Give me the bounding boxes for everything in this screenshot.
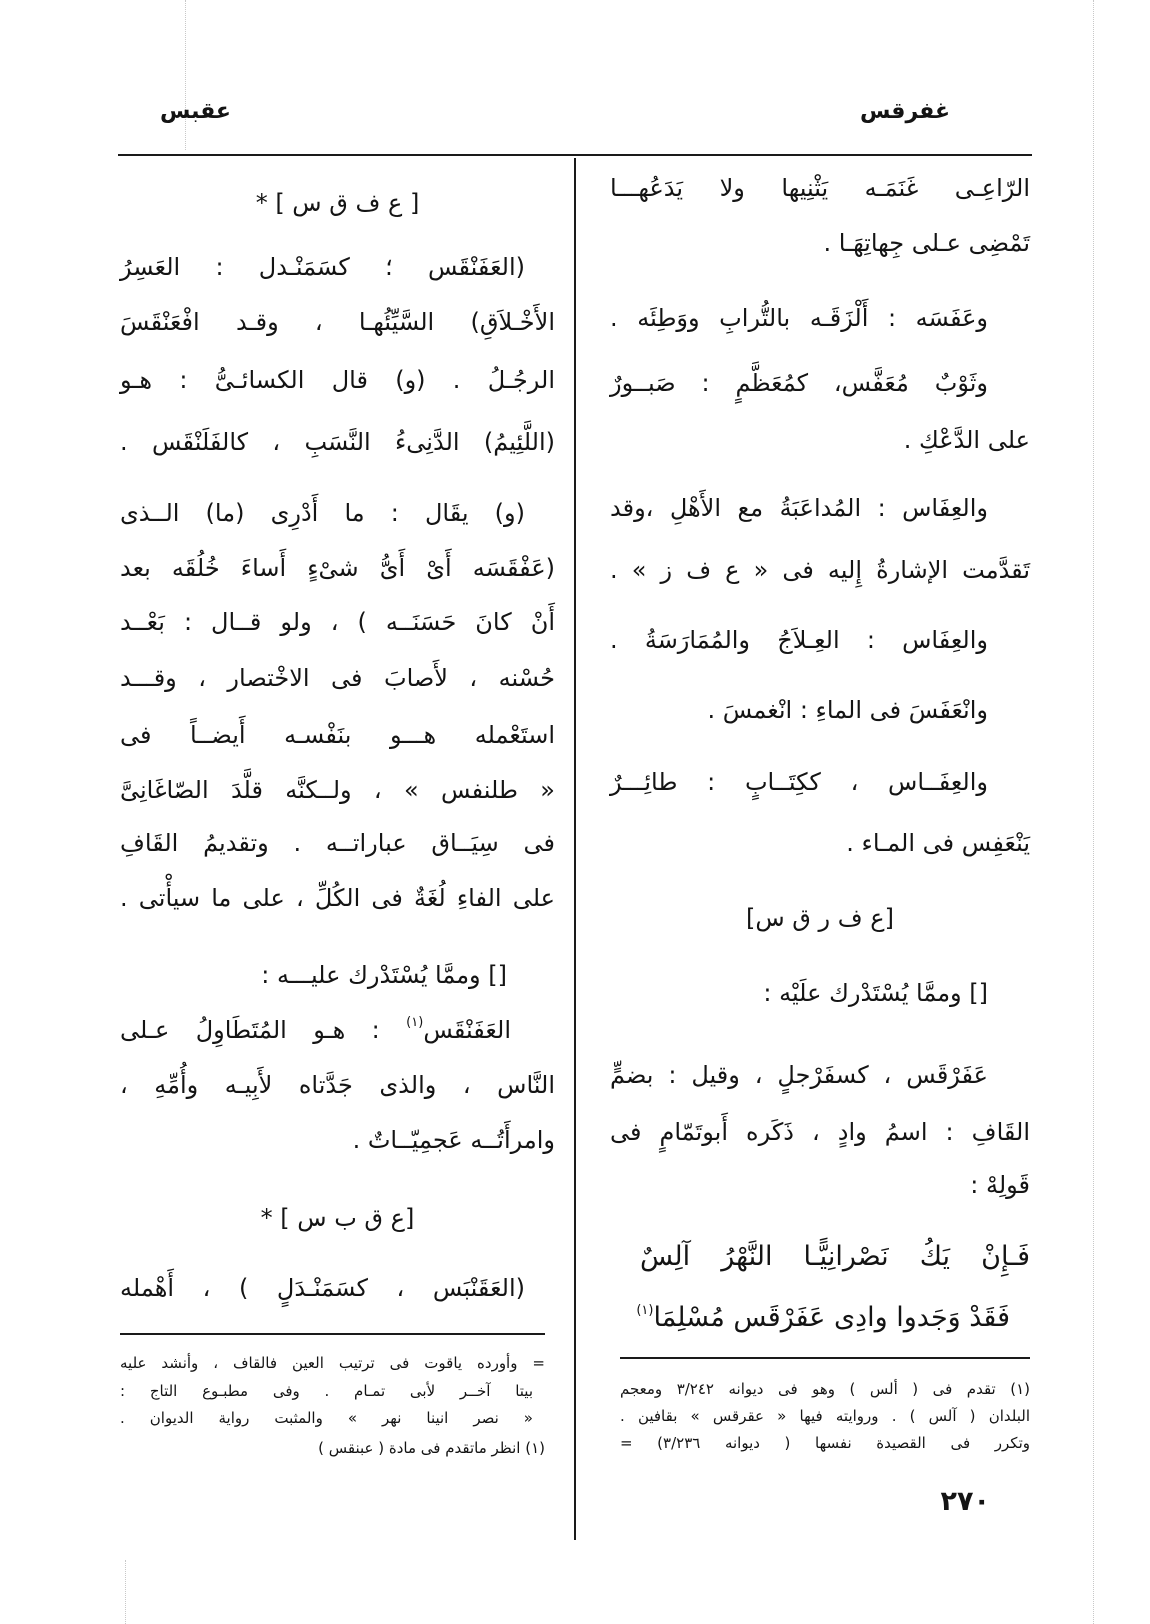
footnote-ref: (١) — [636, 1303, 654, 1318]
footnote-line: بيتا آخــر لأبى تمـام . وفى مطبـوع التاج : — [120, 1382, 533, 1400]
footnote-rule — [620, 1357, 1030, 1359]
text-line: يَنْعَفِس فى المـاء . — [846, 829, 1030, 857]
running-head-left: عقبس — [160, 99, 231, 124]
headword: العَفَنْقَس — [423, 1016, 511, 1044]
definition-text: : هـو المُتَطَاوِلُ عـلى — [120, 1016, 380, 1044]
footnote-ref: (١) — [406, 1015, 424, 1030]
text-line: الرّاعِـى غَنَمَـه يَثْنِيها ولا يَدَعُهـــا — [610, 174, 1030, 202]
footnote-line: البلدان ( آلس ) . وروايته فيها « عقرقس » بقافين . — [620, 1407, 1030, 1425]
text-line: استَعْمله هـــو بنَفْسـه أَيضــاً فى — [120, 721, 555, 749]
text-line: قَولِهْ : — [970, 1171, 1030, 1199]
scan-dotted-line — [125, 1560, 126, 1624]
text-line: (اللَّئِيمُ) الدَّنِىءُ النَّسَبِ ، كالفَلَنْقَس . — [120, 428, 555, 456]
text-line: وثَوْبٌ مُعَفَّس، كمُعَظَّمٍ : صَبــورٌ — [610, 369, 988, 397]
footnote-line: (١) تقدم فى ( ألس ) وهو فى ديوانه ٣/٢٤٢ ومعجم — [620, 1380, 1030, 1398]
text-line: حُسْنه ، لأَصابَ فى الاخْتصار ، وقـــد — [120, 664, 555, 692]
header-rule — [118, 154, 1032, 156]
column-divider — [574, 158, 576, 1540]
text-line: (و) يقَال : ما أَدْرِى (ما) الــذى — [120, 499, 525, 527]
text-line: وعَفَسَه : أَلْزَقَـه بالتُّرابِ ووَطِئَه . — [610, 304, 988, 332]
running-head-right: غفرقس — [859, 99, 950, 124]
entry-heading: [ ع ف ق س ] * — [255, 189, 420, 217]
text-line: والعِفَاس : العِـلاَجُ والمُمَارَسَةُ . — [610, 626, 988, 654]
text-line: (عَفْقَسَه أَىْ أَىُّ شىْءٍ أَساءَ خُلُقَه بعد — [120, 554, 555, 582]
scan-dotted-line — [1093, 0, 1094, 1624]
text-line: الأَخْـلاَقِ) السَّيِّئُهـا ، وقـد افْعَنْقَسَ — [120, 308, 555, 336]
entry-heading: [ع ف ر ق س] — [746, 904, 894, 932]
text-line: (العَقَنْبَس ، كسَمَنْـدَلٍ ) ، أَهْمله — [120, 1274, 525, 1302]
text-line — [120, 1008, 555, 1052]
text-line: فى سِيَــاق عباراتــه . وتقديمُ القَافِ — [120, 829, 555, 857]
text-line: (العَفَنْقَس ؛ كسَمَنْـدل : العَسِرُ — [120, 253, 525, 281]
text-line: الرجُـلُ . (و) قال الكسائـىُّ : هـو — [120, 366, 555, 394]
text-line: تَقدَّمت الإشارةُ إِليه فى « ع ف ز » . — [610, 556, 1030, 584]
text-line: والعِفَاس : المُداعَبَةُ مع الأَهْلِ ،وقد — [610, 494, 988, 522]
text-line: على الدَّعْكِ . — [903, 426, 1030, 454]
text-line: القَافِ : اسمُ وادٍ ، ذَكَره أَبوتَمّامٍ فى — [610, 1118, 1030, 1146]
text-line: أَنْ كانَ حَسَنَــه ) ، ولو قــال : بَعْــد — [120, 608, 555, 636]
addendum-intro: [] وممَّا يُسْتَدْرك علَيْه : — [763, 979, 988, 1007]
page-number: ٢٧٠ — [940, 1486, 990, 1517]
text-line: تَمْضِى عـلى جِهاتِهَـا . — [823, 229, 1030, 257]
text-line: والعِفَــاس ، ككِتَــابٍ : طائِـــرٌ — [610, 768, 988, 796]
footnote-line: = وأورده ياقوت فى ترتيب العين فالقاف ، وأنشد عليه — [120, 1354, 545, 1372]
verse-line-2 — [638, 1294, 1010, 1342]
footnote-line: « نصر انينا نهر » والمثبت رواية الديوان . — [120, 1409, 533, 1427]
text-line: « طلنفس » ، ولــكنَّه قلَّدَ الصّاغَانِىَّ — [120, 776, 555, 804]
text-line: النَّاس ، والذى جَدَّتاه لأَبِيـه وأُمِّهِ ، — [120, 1071, 555, 1099]
verse-line-1: فَـإِنْ يَكُ نَصْرانِيًّـا النَّهْرُ آلِسٌ — [640, 1241, 1030, 1272]
text-line: عَفَرْقَس ، كسفَرْجلٍ ، وقيل : بضمٍّ — [610, 1061, 988, 1089]
text-line: وامرأَتُــه عَجمِيّــاتٌ . — [352, 1126, 555, 1154]
text-line: على الفاءِ لُغَةٌ فى الكُلِّ ، على ما سيأْتى . — [120, 884, 555, 912]
verse-text: فَقَدْ وَجَدوا وادِى عَفَرْقَس مُسْلِمَا — [653, 1302, 1010, 1333]
footnote-rule — [120, 1333, 545, 1335]
entry-heading: [ع ق ب س ] * — [260, 1204, 415, 1232]
footnote-line: وتكرر فى القصيدة نفسها ( ديوانه ٣/٢٣٦) = — [620, 1434, 1030, 1452]
footnote-line: (١) انظر ماتقدم فى مادة ( عبنقس ) — [318, 1439, 545, 1457]
text-line: وانْعَفَسَ فى الماءِ : انْغمسَ . — [707, 696, 988, 724]
addendum-intro: [] وممَّا يُسْتَدْرك عليـــه : — [261, 961, 507, 989]
